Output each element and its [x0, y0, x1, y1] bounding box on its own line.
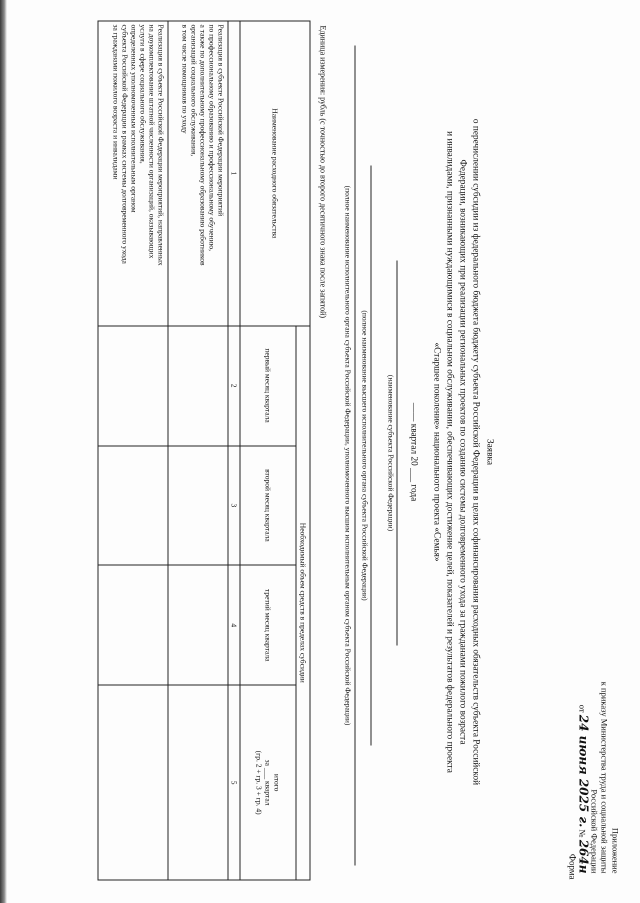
- appendix-date-line: [577, 681, 589, 873]
- date-prefix: от: [577, 704, 588, 713]
- handwritten-number: 264н: [576, 839, 591, 873]
- row-text-line: в том числе помощников по уходу: [180, 24, 189, 134]
- row-text-line: Реализация в субъекте Российской Федерации мероприятий, направленных: [156, 24, 165, 266]
- header-third-month: третий месяц квартала: [240, 565, 296, 685]
- total-formula: (гр. 2 + гр. 3 + гр. 4): [254, 750, 263, 815]
- column-number: 1: [228, 21, 240, 326]
- column-number: 4: [228, 565, 240, 685]
- executive-body-caption: (полное наименование высшего исполнительного органа субъекта Российской Федерации): [360, 309, 369, 601]
- title-line-2: Федерации, возникающих при реализации региональных проектов по созданию системы долговременного ухода за гражданами пожилого возраста: [457, 159, 467, 744]
- second-month-cell: [168, 445, 228, 565]
- table-row: [98, 21, 168, 880]
- row-text-line: на доукомплектование штатной численности организаций, оказывающих: [147, 24, 156, 258]
- handwritten-date: 24 июня 2025 г.: [576, 714, 591, 827]
- appendix-line-1: Приложение: [610, 827, 620, 873]
- appendix-block: [577, 681, 620, 873]
- table-header-row-1: [296, 21, 310, 880]
- table-row: [168, 21, 228, 880]
- total-quarter-label: за ___ квартал: [263, 759, 272, 806]
- authorized-body-underline: [354, 45, 355, 865]
- title-line-3: и инвалидами, признанными нуждающимися в социальном обслуживании, обеспечивающих достижение целей, показателей и результатов федерального проекта: [444, 130, 454, 773]
- first-month-cell: [98, 325, 168, 445]
- number-prefix: №: [577, 828, 588, 838]
- expenditure-name-cell: [168, 21, 228, 326]
- appendix-line-3: Российской Федерации: [589, 788, 599, 873]
- header-first-month: первый месяц квартала: [240, 325, 296, 445]
- subject-underline: [396, 260, 397, 645]
- third-month-cell: [98, 565, 168, 685]
- row-text-line: определенных уполномоченным исполнительным органом: [129, 24, 138, 213]
- third-month-cell: [168, 565, 228, 685]
- unit-of-measure: Единица измерения: рубль (с точностью до второго десятичного знака после запятой): [318, 25, 327, 318]
- header-quarter-total: [240, 685, 296, 880]
- document-heading: Заявка: [484, 438, 494, 465]
- row-text-line: за гражданами пожилого возраста и инвалидами: [111, 24, 120, 180]
- expenditure-name-cell: [98, 21, 168, 326]
- executive-body-underline: [370, 165, 371, 745]
- first-month-cell: [168, 325, 228, 445]
- total-label: итого: [272, 773, 281, 791]
- report-period: —— квартал 20 ___ года: [408, 402, 418, 501]
- header-expenditure-name: Наименование расходного обязательства: [240, 21, 310, 326]
- appendix-line-2: к приказу Министерства труда и социальной защиты: [599, 681, 610, 873]
- quarter-total-cell: [98, 685, 168, 880]
- header-second-month: второй месяц квартала: [240, 445, 296, 565]
- header-required-amount: Необходимый объем средств в пределах субсидии: [296, 325, 310, 879]
- row-text-line: Реализация в субъекте Российской Федерации мероприятий: [216, 24, 225, 216]
- quarter-total-cell: [168, 685, 228, 880]
- column-number-row: [228, 21, 240, 880]
- column-number: 3: [228, 445, 240, 565]
- row-text-line: организаций социального обслуживания,: [189, 24, 198, 156]
- column-number: 5: [228, 685, 240, 880]
- second-month-cell: [98, 445, 168, 565]
- title-line-1: о перечислении субсидии из федерального бюджета бюджету субъекта Российской Федерации в целях софинансирования расходных обязательств субъекта Российской: [470, 118, 480, 785]
- form-label: Форма: [567, 853, 577, 879]
- column-number: 2: [228, 325, 240, 445]
- subsidy-table: [97, 20, 310, 880]
- row-text-line: услуги в сфере социального обслуживания,: [138, 24, 147, 164]
- row-text-line: субъекта Российской Федерации в рамках системы долговременного ухода: [120, 24, 129, 264]
- subject-caption: (наименование субъекта Российской Федерации): [386, 374, 395, 531]
- title-line-4: «Старшее поколение» национального проекта «Семья»: [431, 341, 441, 562]
- authorized-body-caption: (полное наименование исполнительного органа субъекта Российской Федерации, уполномоченного высшим исполнительным органом субъекта Российской Федерации): [343, 185, 352, 725]
- row-text-line: а также по дополнительному профессиональному образованию работников: [198, 24, 207, 266]
- row-text-line: по профессиональному образованию и профессиональному обучению,: [207, 24, 216, 251]
